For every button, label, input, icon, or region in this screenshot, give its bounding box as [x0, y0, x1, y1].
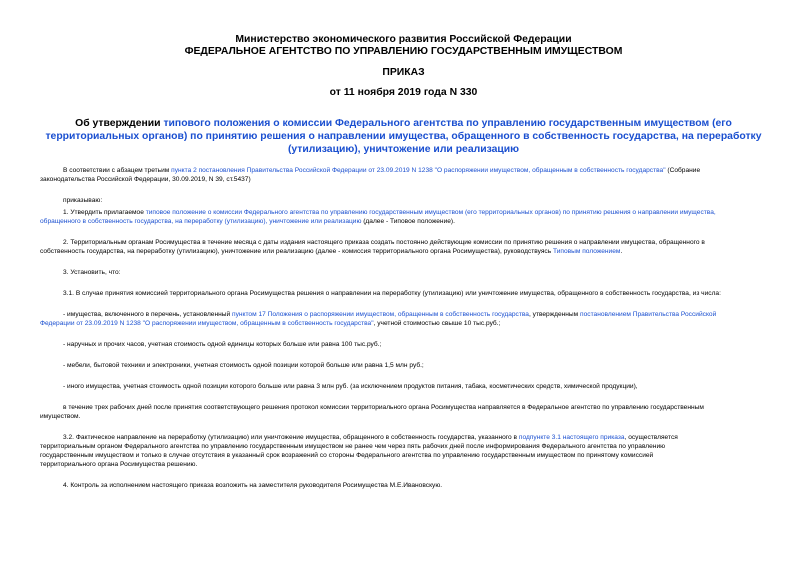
p32-line-1 — [63, 434, 678, 443]
preamble-link[interactable]: пункта 2 постановления Правительства Российской Федерации от 23.09.2019 N 1238 "О распоряжении имуществом, обращенным в собственность государства" — [171, 167, 666, 174]
p2-link[interactable]: Типовым положением — [552, 248, 621, 255]
p31-line: 3.1. В случае принятия комиссией территориального органа Росимущества решения о направлении на переработку (утилизацию) или уничтожение имущества, обращенного в собственность государства, из числа: — [63, 290, 721, 297]
p1-line-2 — [40, 218, 455, 227]
p2-line-1: 2. Территориальным органам Росимущества в течение месяца с даты издания настоящего приказа создать постоянно действующие комиссии по принятию решения о направлении имущества, обращенного в — [63, 239, 705, 246]
within-line-1: в течение трех рабочих дней после принятия соответствующего решения протокол комиссии территориального органа Росимущества направляется в Федеральное агентство по управлению государственным — [63, 404, 704, 411]
document-type: ПРИКАЗ — [382, 66, 425, 78]
p4-line: 4. Контроль за исполнением настоящего приказа возложить на заместителя руководителя Росимущества М.Е.Ивановскую. — [63, 482, 443, 489]
p1-link-cont[interactable]: обращенного в собственность государства, на переработку (утилизацию), уничтожение или реализацию — [40, 218, 362, 225]
item3-line: - мебели, бытовой техники и электроники, учетная стоимость одной позиции которой больше или равна 1,5 млн руб.; — [63, 362, 424, 369]
item2-line: - наручных и прочих часов, учетная стоимость одной единицы которых больше или равна 100 тыс.руб.; — [63, 341, 382, 348]
item1-text: - имущества, включенного в перечень, установленный — [63, 311, 233, 318]
item1-link-cont[interactable]: Федерации от 23.09.2019 N 1238 "О распоряжении имуществом, обращенным в собственность государства" — [40, 320, 374, 327]
p1-text-end: (далее - Типовое положение). — [361, 218, 455, 225]
title-link[interactable]: типового положения о комиссии Федерального агентства по управлению государственным имуществом (его территориальных органов) по принятию решения о направлении имущества, обращенного в собственность государства, на переработку (утилизацию), уничтожение или реализацию — [45, 118, 762, 155]
item1-link-2[interactable]: постановлением Правительства Российской — [580, 311, 717, 318]
item1-line-1 — [63, 311, 716, 320]
preamble-text: В соответствии с абзацем третьим — [63, 167, 172, 174]
item4-line: - иного имущества, учетная стоимость одной позиции которого больше или равна 3 млн руб. (за исключением продуктов питания, табака, косметических средств, химической продукции), — [63, 383, 638, 390]
preamble-text-end: (Собрание — [665, 167, 701, 174]
agency-name: ФЕДЕРАЛЬНОЕ АГЕНТСТВО ПО УПРАВЛЕНИЮ ГОСУДАРСТВЕННЫМ ИМУЩЕСТВОМ — [184, 45, 623, 57]
preamble-line-1 — [63, 167, 700, 176]
item1-line-2 — [40, 320, 500, 329]
p1-text: 1. Утвердить прилагаемое — [63, 209, 146, 216]
p1-link[interactable]: типовое положение о комиссии Федерального агентства по управлению государственным имуществом (его территориальных органов) по принятию решения о направлении имущества, — [145, 209, 716, 216]
preamble-line-2: законодательства Российской Федерации, 30.09.2019, N 39, ст.5437) — [40, 176, 251, 183]
title-prefix: Об утверждении — [75, 118, 164, 129]
document-title — [40, 117, 767, 156]
p32-line-2: территориальным органом Федерального агентства по управлению государственным имуществом не ранее чем через пять рабочих дней после информирования Федерального агентства по управлению — [40, 443, 666, 450]
item1-text-end: , учетной стоимостью свыше 10 тыс.руб.; — [373, 320, 501, 327]
p32-line-3: государственным имуществом и только в случае отсутствия в указанный срок возражений со стороны Федерального агентства по управлению государственным имуществом по принятому комиссией — [40, 452, 654, 459]
p2-line-2 — [40, 248, 622, 257]
p2-text-end: . — [620, 248, 623, 255]
document-date-number: от 11 ноября 2019 года N 330 — [329, 86, 478, 98]
p32-text-end: , осуществляется — [624, 434, 678, 441]
p32-link[interactable]: подпункте 3.1 настоящего приказа — [518, 434, 625, 441]
ministry-name: Министерство экономического развития Российской Федерации — [235, 33, 572, 45]
within-line-2: имуществом. — [40, 413, 81, 420]
order-word: приказываю: — [63, 197, 103, 204]
p1-line-1 — [63, 209, 716, 218]
p32-line-4: территориального органа Росимущества решению. — [40, 461, 198, 468]
p2-text: собственность государства, на переработку (утилизацию), уничтожение или реализацию (далее - комиссия территориального органа Росимущества), руководствуясь — [40, 248, 553, 255]
item1-link[interactable]: пунктом 17 Положения о распоряжении имуществом, обращенным в собственность государства — [232, 311, 529, 318]
p32-text: 3.2. Фактическое направление на переработку (утилизацию) или уничтожение имущества, обращенного в собственность государства, указанного в — [63, 434, 519, 441]
item1-text-mid: , утвержденным — [528, 311, 581, 318]
p3-line: 3. Установить, что: — [63, 269, 121, 276]
